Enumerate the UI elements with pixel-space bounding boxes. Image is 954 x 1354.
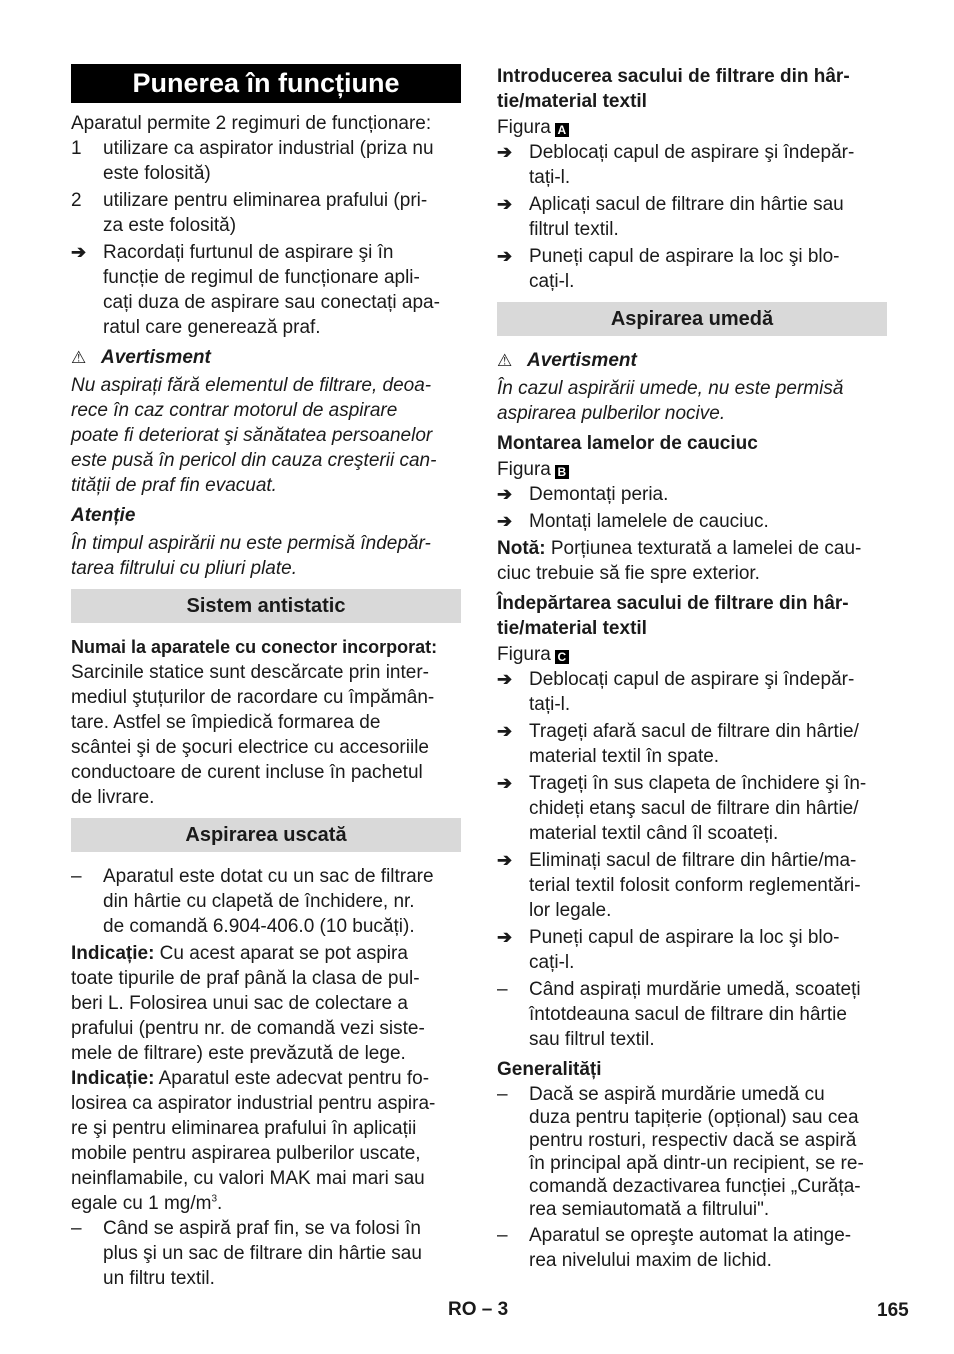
dash-marker: – [71,866,82,887]
arrow-icon: ➔ [497,773,513,793]
warning-heading [71,345,461,370]
general-dash-item-2 [497,1223,887,1273]
text-line: beri L. Folosirea unui sac de colectare a [71,993,408,1014]
arrow-icon: ➔ [497,194,513,214]
step-line: material textil când îl scoateți. [529,823,779,844]
step-line: Trageți afară sacul de filtrare din hârtie/ [529,721,859,742]
step-line: tați-l. [529,167,571,188]
note-1 [71,941,461,1066]
mode-item-2 [71,188,461,238]
step-line: Deblocați capul de aspirare şi îndepăr- [529,669,855,690]
attention-line: În timpul aspirării nu este permisă îndepăr- [71,533,431,554]
heading-line: tie/material textil [497,91,647,112]
right-column [497,64,887,1275]
mode-line: utilizare ca aspirator industrial (priza nu [103,138,434,159]
text-line: rea semiautomată a filtrului". [529,1199,770,1220]
antistatic-text [71,660,461,810]
figure-ref-c [497,642,887,667]
figure-label: Figura [497,459,551,480]
mode-line: utilizare pentru eliminarea prafului (pri- [103,190,428,211]
step-line: Deblocați capul de aspirare şi îndepăr- [529,142,855,163]
text-line: Când se aspiră praf fin, se va folosi în [103,1218,421,1239]
dry-dash-item-2 [71,1216,461,1291]
text-line: sau filtrul textil. [529,1029,655,1050]
step-line: Racordați furtunul de aspirare şi în [103,242,394,263]
text-line: comandă dezactivarea funcției „Curăța- [529,1176,861,1197]
text-line: re şi pentru eliminarea prafului în aplicații [71,1118,417,1139]
text-line: Aparatul se opreşte automat la atinge- [529,1225,852,1246]
dash-marker: – [497,1084,508,1105]
step-line: material textil în spate. [529,746,720,767]
arrow-icon: ➔ [497,721,513,741]
step-line: filtrul textil. [529,219,619,240]
step-line: Eliminați sacul de filtrare din hârtie/ma- [529,850,857,871]
arrow-icon: ➔ [497,850,513,870]
connect-step [71,240,461,340]
text-line: egale cu 1 mg/m [71,1193,212,1214]
mode-item-1 [71,136,461,186]
note-label: Indicație: [71,943,155,964]
text-line: Sarcinile statice sunt descărcate prin inter- [71,662,429,683]
attention-title: Atenție [71,505,136,526]
dry-dash-item-1 [71,864,461,939]
note-label: Indicație: [71,1068,155,1089]
step-line: ratul care generează praf. [103,317,321,338]
figure-label: Figura [497,117,551,138]
dash-marker: – [497,979,508,1000]
step-line: chideți etanş sacul de filtrare din hârtie/ [529,798,859,819]
step-line: terial textil folosit conform reglementări- [529,875,861,896]
insert-step-2 [497,192,887,242]
heading-line: tie/material textil [497,618,647,639]
arrow-icon: ➔ [497,246,513,266]
step-line: Puneți capul de aspirare la loc şi blo- [529,927,840,948]
step-line: tați-l. [529,694,571,715]
text-line: în principal apă dintr-un recipient, se re- [529,1153,864,1174]
text-line: Porțiunea texturată a lamelei de cau- [545,538,862,559]
step-line: funcție de regimul de funcționare apli- [103,267,420,288]
warning-heading [497,348,887,373]
arrow-icon: ➔ [497,142,513,162]
remove-step-1 [497,667,887,717]
warning-line: În cazul aspirării umede, nu este permisă [497,378,844,399]
warning-line: poate fi deteriorat şi sănătatea persoanelor [71,425,433,446]
intro-text: Aparatul permite 2 regimuri de funcționare: [71,113,432,134]
list-number: 1 [71,138,82,159]
footer-page-number: 165 [877,1300,909,1321]
figure-ref-b [497,457,887,482]
warning-title: Avertisment [527,350,637,371]
warning-line: rece în caz contrar motorul de aspirare [71,400,398,421]
warning-icon: ⚠ [71,348,87,367]
step-line: cați-l. [529,271,575,292]
warning-title: Avertisment [101,347,211,368]
warning-icon: ⚠ [497,351,513,370]
lamella-step-1 [497,482,887,507]
text-line: plus şi un sac de filtrare din hârtie sau [103,1243,422,1264]
text-line: mele de filtrare) este prevăzută de lege. [71,1043,406,1064]
superscript: 3 [211,1193,218,1205]
footer-language-page: RO – 3 [448,1299,509,1320]
general-dash-item-1 [497,1083,887,1221]
section-heading-dry: Aspirarea uscată [71,818,461,852]
warning-text [71,373,461,498]
section-heading-wet: Aspirarea umedă [497,302,887,336]
warning-line: aspirarea pulberilor nocive. [497,403,726,424]
step-line: cați-l. [529,952,575,973]
section-heading-antistatic: Sistem antistatic [71,589,461,623]
heading-line: Introducerea sacului de filtrare din hâr- [497,66,850,87]
note-label: Notă: [497,538,546,559]
step-line: Demontați peria. [529,484,669,505]
warning-line: tității de praf fin evacuat. [71,475,277,496]
text-line: întotdeauna sacul de filtrare din hârtie [529,1004,847,1025]
arrow-icon: ➔ [71,242,87,262]
text-line: de comandă 6.904-406.0 (10 bucăți). [103,916,415,937]
text-line: Aparatul este dotat cu un sac de filtrare [103,866,434,887]
text-line: mobile pentru aspirarea pulberilor uscate, [71,1143,421,1164]
attention-text [71,531,461,581]
insert-step-1 [497,140,887,190]
arrow-icon: ➔ [497,927,513,947]
text-line: Dacă se aspiră murdărie umedă cu [529,1084,825,1105]
text-line: losirea ca aspirator industrial pentru aspira- [71,1093,436,1114]
text-line: mediul ştuțurilor de racordare cu împămân- [71,687,435,708]
dash-marker: – [497,1225,508,1246]
remove-step-5 [497,925,887,975]
dash-marker: – [71,1218,82,1239]
remove-step-3 [497,771,887,846]
warning-line: este pusă în pericol din cauza creşterii can- [71,450,437,471]
note-2 [71,1066,461,1216]
lamella-heading: Montarea lamelor de cauciuc [497,433,758,454]
step-line: lor legale. [529,900,612,921]
list-number: 2 [71,190,82,211]
remove-dash-item [497,977,887,1052]
text-line: prafului (pentru nr. de comandă vezi siste- [71,1018,425,1039]
mode-line: este folosită) [103,163,211,184]
general-heading: Generalități [497,1059,602,1080]
attention-line: tarea filtrului cu pliuri plate. [71,558,297,579]
step-line: cați duza de aspirare sau conectați apa- [103,292,440,313]
warning-line: Nu aspirați fără elementul de filtrare, deoa- [71,375,432,396]
text-line: . [217,1193,223,1214]
warning-text [497,376,887,426]
mode-line: za este folosită) [103,215,237,236]
remove-step-4 [497,848,887,923]
figure-a-icon: A [555,123,569,137]
step-line: Montați lamelele de cauciuc. [529,511,769,532]
step-line: Aplicați sacul de filtrare din hârtie sau [529,194,844,215]
text-line: pentru rosturi, respectiv dacă se aspiră [529,1130,857,1151]
step-line: Trageți în sus clapeta de închidere şi în- [529,773,867,794]
text-line: tare. Astfel se împiedică formarea de [71,712,381,733]
text-line: Cu acest aparat se pot aspira [154,943,408,964]
left-column [71,64,461,1293]
lamella-step-2 [497,509,887,534]
text-line: de livrare. [71,787,155,808]
figure-ref-a [497,115,887,140]
nota-text [497,536,887,586]
arrow-icon: ➔ [497,511,513,531]
heading-line: Îndepărtarea sacului de filtrare din hâr- [497,593,849,614]
figure-b-icon: B [555,465,569,479]
text-line: neinflamabile, cu valori MAK mai mari sau [71,1168,425,1189]
antistatic-subheading: Numai la aparatele cu conector incorporat: [71,637,438,657]
text-line: un filtru textil. [103,1268,215,1289]
text-line: toate tipurile de praf până la clasa de pul- [71,968,420,989]
text-line: din hârtie cu clapetă de închidere, nr. [103,891,415,912]
arrow-icon: ➔ [497,484,513,504]
arrow-icon: ➔ [497,669,513,689]
text-line: Când aspirați murdărie umedă, scoateți [529,979,861,1000]
text-line: Aparatul este adecvat pentru fo- [154,1068,430,1089]
text-line: conductoare de curent incluse în pachetul [71,762,423,783]
text-line: rea nivelului maxim de lichid. [529,1250,772,1271]
page-title: Punerea în funcțiune [71,64,461,103]
step-line: Puneți capul de aspirare la loc şi blo- [529,246,840,267]
text-line: duza pentru tapițerie (opțional) sau cea [529,1107,859,1128]
text-line: scântei şi de şocuri electrice cu accesoriile [71,737,429,758]
remove-step-2 [497,719,887,769]
figure-c-icon: C [555,650,569,664]
insert-heading [497,64,887,114]
figure-label: Figura [497,644,551,665]
text-line: ciuc trebuie să fie spre exterior. [497,563,760,584]
insert-step-3 [497,244,887,294]
remove-heading [497,591,887,641]
